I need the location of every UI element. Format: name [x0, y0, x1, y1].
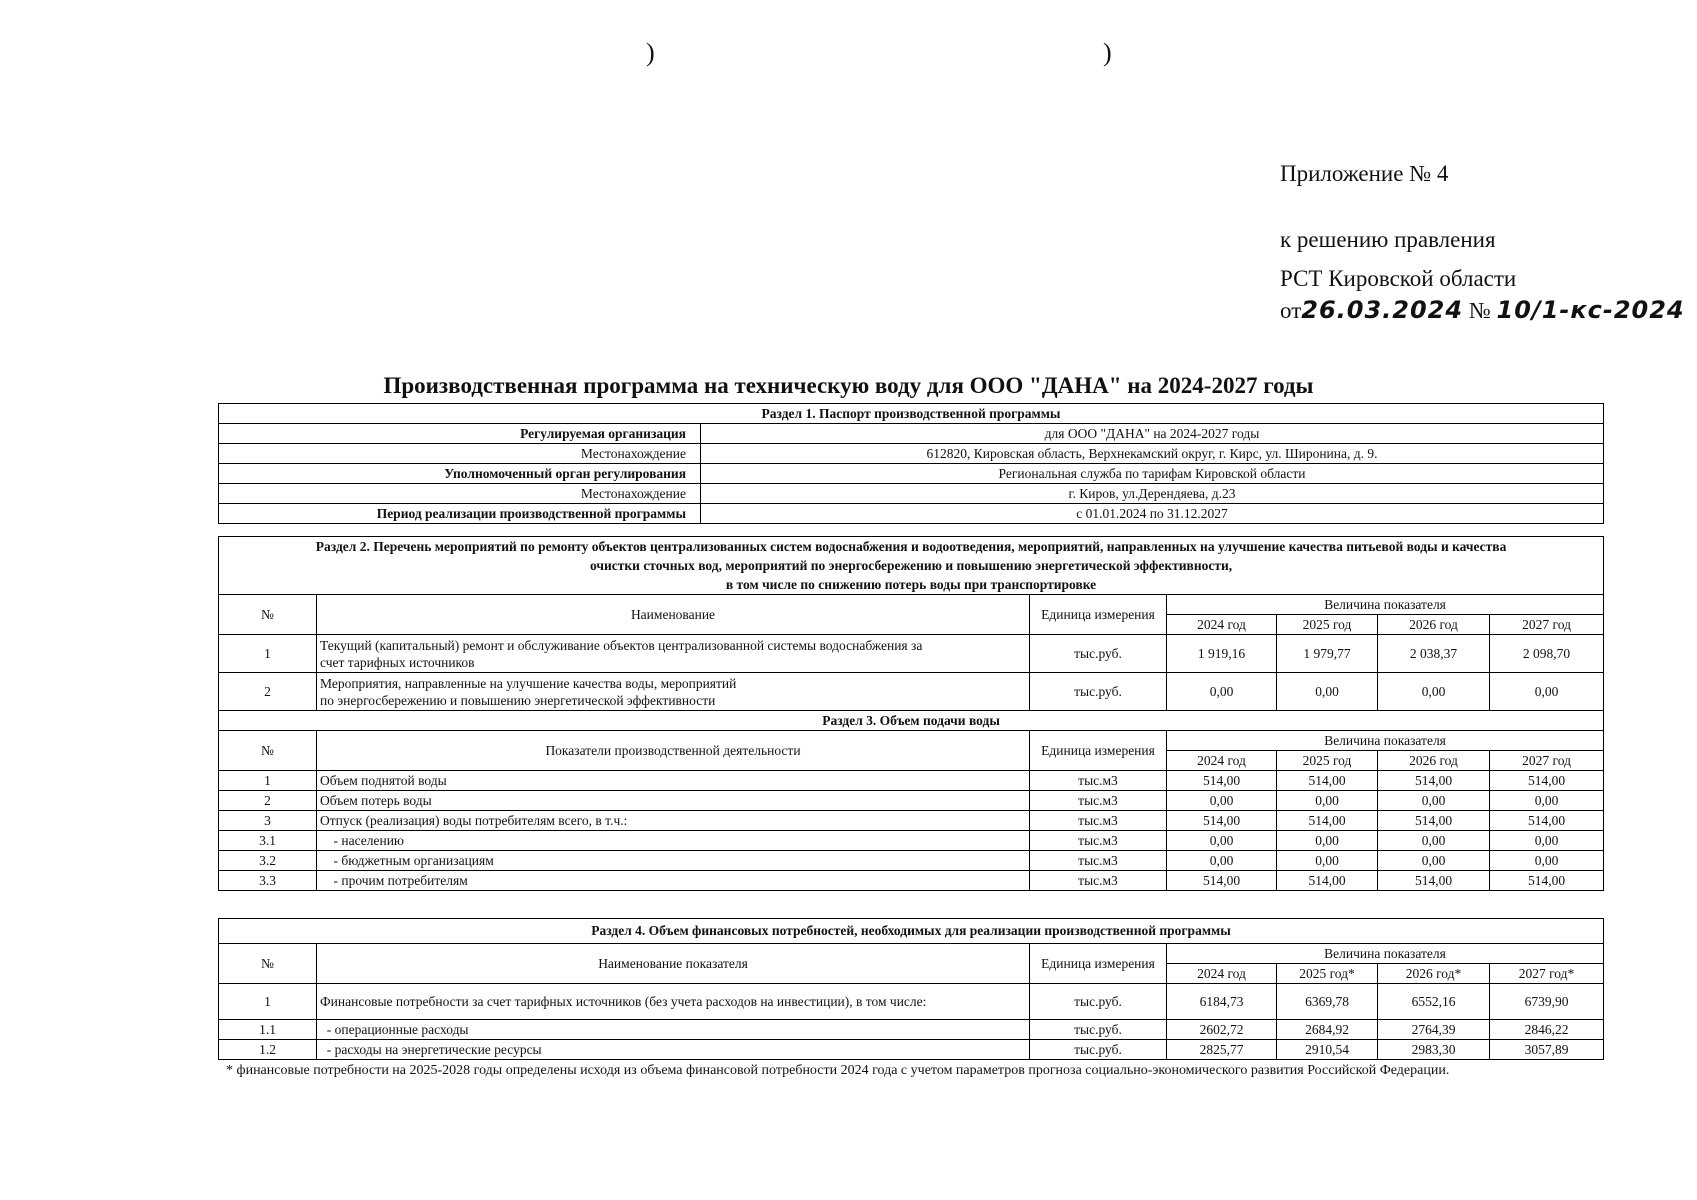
- table-row: [219, 673, 1604, 711]
- header-value: Величина показателя: [1167, 731, 1604, 751]
- row-name-line1: Текущий (капитальный) ремонт и обслуживание объектов централизованной системы водоснабжения за: [320, 637, 923, 653]
- section2-table: [218, 536, 1604, 891]
- row-value: 2 038,37: [1378, 635, 1490, 673]
- row-unit: тыс.м3: [1030, 811, 1167, 831]
- header-year: 2026 год: [1378, 615, 1490, 635]
- table-row: [219, 851, 1604, 871]
- row-name-line2: счет тарифных источников: [320, 654, 475, 670]
- passport-label: Местонахождение: [219, 484, 701, 504]
- row-no: 3.1: [219, 831, 317, 851]
- section4-title: Раздел 4. Объем финансовых потребностей, необходимых для реализации производственной программы: [219, 919, 1604, 944]
- header-year: 2025 год: [1277, 615, 1378, 635]
- header-year: 2027 год: [1490, 615, 1604, 635]
- row-value: 6552,16: [1378, 984, 1490, 1020]
- section2-title-line3: в том числе по снижению потерь воды при транспортировке: [725, 577, 1097, 592]
- row-name: - операционные расходы: [317, 1020, 1030, 1040]
- header-unit: Единица измерения: [1030, 731, 1167, 771]
- row-value: 514,00: [1167, 811, 1277, 831]
- passport-value: для ООО "ДАНА" на 2024-2027 годы: [701, 424, 1604, 444]
- header-no: №: [219, 944, 317, 984]
- table-row: [219, 984, 1604, 1020]
- row-value: 514,00: [1277, 871, 1378, 891]
- table-row: [219, 635, 1604, 673]
- row-value: 2684,92: [1277, 1020, 1378, 1040]
- row-name: - расходы на энергетические ресурсы: [317, 1040, 1030, 1060]
- row-value: 1 919,16: [1167, 635, 1277, 673]
- row-value: 0,00: [1378, 831, 1490, 851]
- header-year: 2025 год: [1277, 751, 1378, 771]
- row-name: [317, 635, 1030, 673]
- row-unit: тыс.м3: [1030, 871, 1167, 891]
- passport-label: Регулируемая организация: [219, 424, 701, 444]
- row-no: 3: [219, 811, 317, 831]
- header-value: Величина показателя: [1167, 944, 1604, 964]
- row-unit: тыс.м3: [1030, 791, 1167, 811]
- row-value: 514,00: [1277, 771, 1378, 791]
- row-unit: тыс.м3: [1030, 831, 1167, 851]
- row-no: 3.3: [219, 871, 317, 891]
- row-unit: тыс.м3: [1030, 771, 1167, 791]
- header-year: 2026 год: [1378, 751, 1490, 771]
- row-value: 514,00: [1167, 771, 1277, 791]
- row-value: 0,00: [1277, 831, 1378, 851]
- section3-title: Раздел 3. Объем подачи воды: [219, 711, 1604, 731]
- passport-value: Региональная служба по тарифам Кировской области: [701, 464, 1604, 484]
- header-name: Показатели производственной деятельности: [317, 731, 1030, 771]
- signature-prefix: от: [1280, 298, 1302, 323]
- row-value: 3057,89: [1490, 1040, 1604, 1060]
- header-no: №: [219, 595, 317, 635]
- row-value: 2910,54: [1277, 1040, 1378, 1060]
- row-value: 0,00: [1277, 851, 1378, 871]
- row-no: 1: [219, 771, 317, 791]
- row-name: Отпуск (реализация) воды потребителям всего, в т.ч.:: [317, 811, 1030, 831]
- footnote: * финансовые потребности на 2025-2028 годы определены исходя из объема финансовой потребности 2024 года с учетом параметров прогноза социально-экономического развития Российской Федерации.: [226, 1063, 1450, 1078]
- row-name-line1: Мероприятия, направленные на улучшение качества воды, мероприятий: [320, 675, 737, 691]
- row-value: 0,00: [1490, 831, 1604, 851]
- table-row: [219, 1020, 1604, 1040]
- row-no: 1.1: [219, 1020, 317, 1040]
- header-year: 2024 год: [1167, 751, 1277, 771]
- passport-label: Период реализации производственной программы: [219, 504, 701, 524]
- row-value: 6369,78: [1277, 984, 1378, 1020]
- table-row: [219, 1040, 1604, 1060]
- row-value: 514,00: [1378, 811, 1490, 831]
- passport-value: с 01.01.2024 по 31.12.2027: [701, 504, 1604, 524]
- row-value: 0,00: [1490, 673, 1604, 711]
- passport-label: Местонахождение: [219, 444, 701, 464]
- row-value: 0,00: [1490, 851, 1604, 871]
- row-value: 2 098,70: [1490, 635, 1604, 673]
- passport-value: 612820, Кировская область, Верхнекамский округ, г. Кирс, ул. Широнина, д. 9.: [701, 444, 1604, 464]
- header-year: 2025 год*: [1277, 964, 1378, 984]
- row-unit: тыс.руб.: [1030, 635, 1167, 673]
- row-value: 514,00: [1378, 771, 1490, 791]
- section2-title-line2: очистки сточных вод, мероприятий по энергосбережению и повышению энергетической эффективности,: [589, 558, 1233, 573]
- row-value: 0,00: [1378, 851, 1490, 871]
- header-year: 2027 год*: [1490, 964, 1604, 984]
- row-value: 2983,30: [1378, 1040, 1490, 1060]
- signature-date: 26.03.2024: [1301, 296, 1464, 324]
- passport-value: г. Киров, ул.Дерендяева, д.23: [701, 484, 1604, 504]
- table-row: [219, 871, 1604, 891]
- row-unit: тыс.руб.: [1030, 673, 1167, 711]
- row-name: Финансовые потребности за счет тарифных источников (без учета расходов на инвестиции), в том числе:: [317, 984, 1030, 1020]
- header-no: №: [219, 731, 317, 771]
- row-no: 2: [219, 673, 317, 711]
- row-value: 514,00: [1490, 811, 1604, 831]
- header-unit: Единица измерения: [1030, 944, 1167, 984]
- header-name: Наименование: [317, 595, 1030, 635]
- row-unit: тыс.м3: [1030, 851, 1167, 871]
- row-unit: тыс.руб.: [1030, 1020, 1167, 1040]
- header-year: 2027 год: [1490, 751, 1604, 771]
- appendix-label: Приложение № 4: [1280, 161, 1449, 186]
- document-title: Производственная программа на техническую воду для ООО "ДАНА" на 2024-2027 годы: [383, 373, 1314, 398]
- header-year: 2024 год: [1167, 615, 1277, 635]
- section2-title: [219, 537, 1604, 595]
- row-value: 514,00: [1277, 811, 1378, 831]
- row-unit: тыс.руб.: [1030, 1040, 1167, 1060]
- row-value: 6184,73: [1167, 984, 1277, 1020]
- row-value: 0,00: [1378, 673, 1490, 711]
- row-no: 2: [219, 791, 317, 811]
- row-name: Объем поднятой воды: [317, 771, 1030, 791]
- row-value: 0,00: [1167, 791, 1277, 811]
- section1-table: [218, 403, 1604, 524]
- bracket-left: ): [646, 38, 655, 67]
- row-value: 1 979,77: [1277, 635, 1378, 673]
- row-name: - бюджетным организациям: [317, 851, 1030, 871]
- decision-signature: [1280, 296, 1685, 324]
- header-year: 2024 год: [1167, 964, 1277, 984]
- decision-line-2: РСТ Кировской области: [1280, 266, 1517, 291]
- row-value: 514,00: [1167, 871, 1277, 891]
- section4-table: [218, 918, 1604, 1060]
- table-row: [219, 791, 1604, 811]
- header-value: Величина показателя: [1167, 595, 1604, 615]
- row-value: 2846,22: [1490, 1020, 1604, 1040]
- row-value: 6739,90: [1490, 984, 1604, 1020]
- row-no: 1.2: [219, 1040, 317, 1060]
- row-unit: тыс.руб.: [1030, 984, 1167, 1020]
- row-value: 514,00: [1490, 771, 1604, 791]
- row-no: 1: [219, 635, 317, 673]
- header-year: 2026 год*: [1378, 964, 1490, 984]
- row-value: 0,00: [1167, 831, 1277, 851]
- row-value: 2764,39: [1378, 1020, 1490, 1040]
- header-unit: Единица измерения: [1030, 595, 1167, 635]
- row-value: 514,00: [1490, 871, 1604, 891]
- decision-line-1: к решению правления: [1280, 227, 1496, 252]
- row-value: 0,00: [1277, 791, 1378, 811]
- row-no: 3.2: [219, 851, 317, 871]
- row-name: - прочим потребителям: [317, 871, 1030, 891]
- row-value: 2602,72: [1167, 1020, 1277, 1040]
- row-value: 0,00: [1490, 791, 1604, 811]
- table-row: [219, 831, 1604, 851]
- signature-no-label: №: [1468, 298, 1491, 323]
- table-row: [219, 771, 1604, 791]
- section2-title-line1: Раздел 2. Перечень мероприятий по ремонту объектов централизованных систем водоснабжения и водоотведения, мероприятий, направленных на улучшение качества питьевой воды и качества: [315, 539, 1507, 554]
- row-name: [317, 673, 1030, 711]
- header-name: Наименование показателя: [317, 944, 1030, 984]
- row-name: Объем потерь воды: [317, 791, 1030, 811]
- row-value: 514,00: [1378, 871, 1490, 891]
- row-no: 1: [219, 984, 317, 1020]
- row-value: 0,00: [1277, 673, 1378, 711]
- signature-number: 10/1-кс-2024: [1496, 296, 1685, 324]
- row-name: - населению: [317, 831, 1030, 851]
- row-value: 0,00: [1378, 791, 1490, 811]
- section1-title: Раздел 1. Паспорт производственной программы: [219, 404, 1604, 424]
- bracket-right: ): [1103, 38, 1112, 67]
- passport-label: Уполномоченный орган регулирования: [219, 464, 701, 484]
- row-value: 2825,77: [1167, 1040, 1277, 1060]
- row-value: 0,00: [1167, 851, 1277, 871]
- row-name-line2: по энергосбережению и повышению энергетической эффективности: [320, 692, 716, 708]
- row-value: 0,00: [1167, 673, 1277, 711]
- table-row: [219, 811, 1604, 831]
